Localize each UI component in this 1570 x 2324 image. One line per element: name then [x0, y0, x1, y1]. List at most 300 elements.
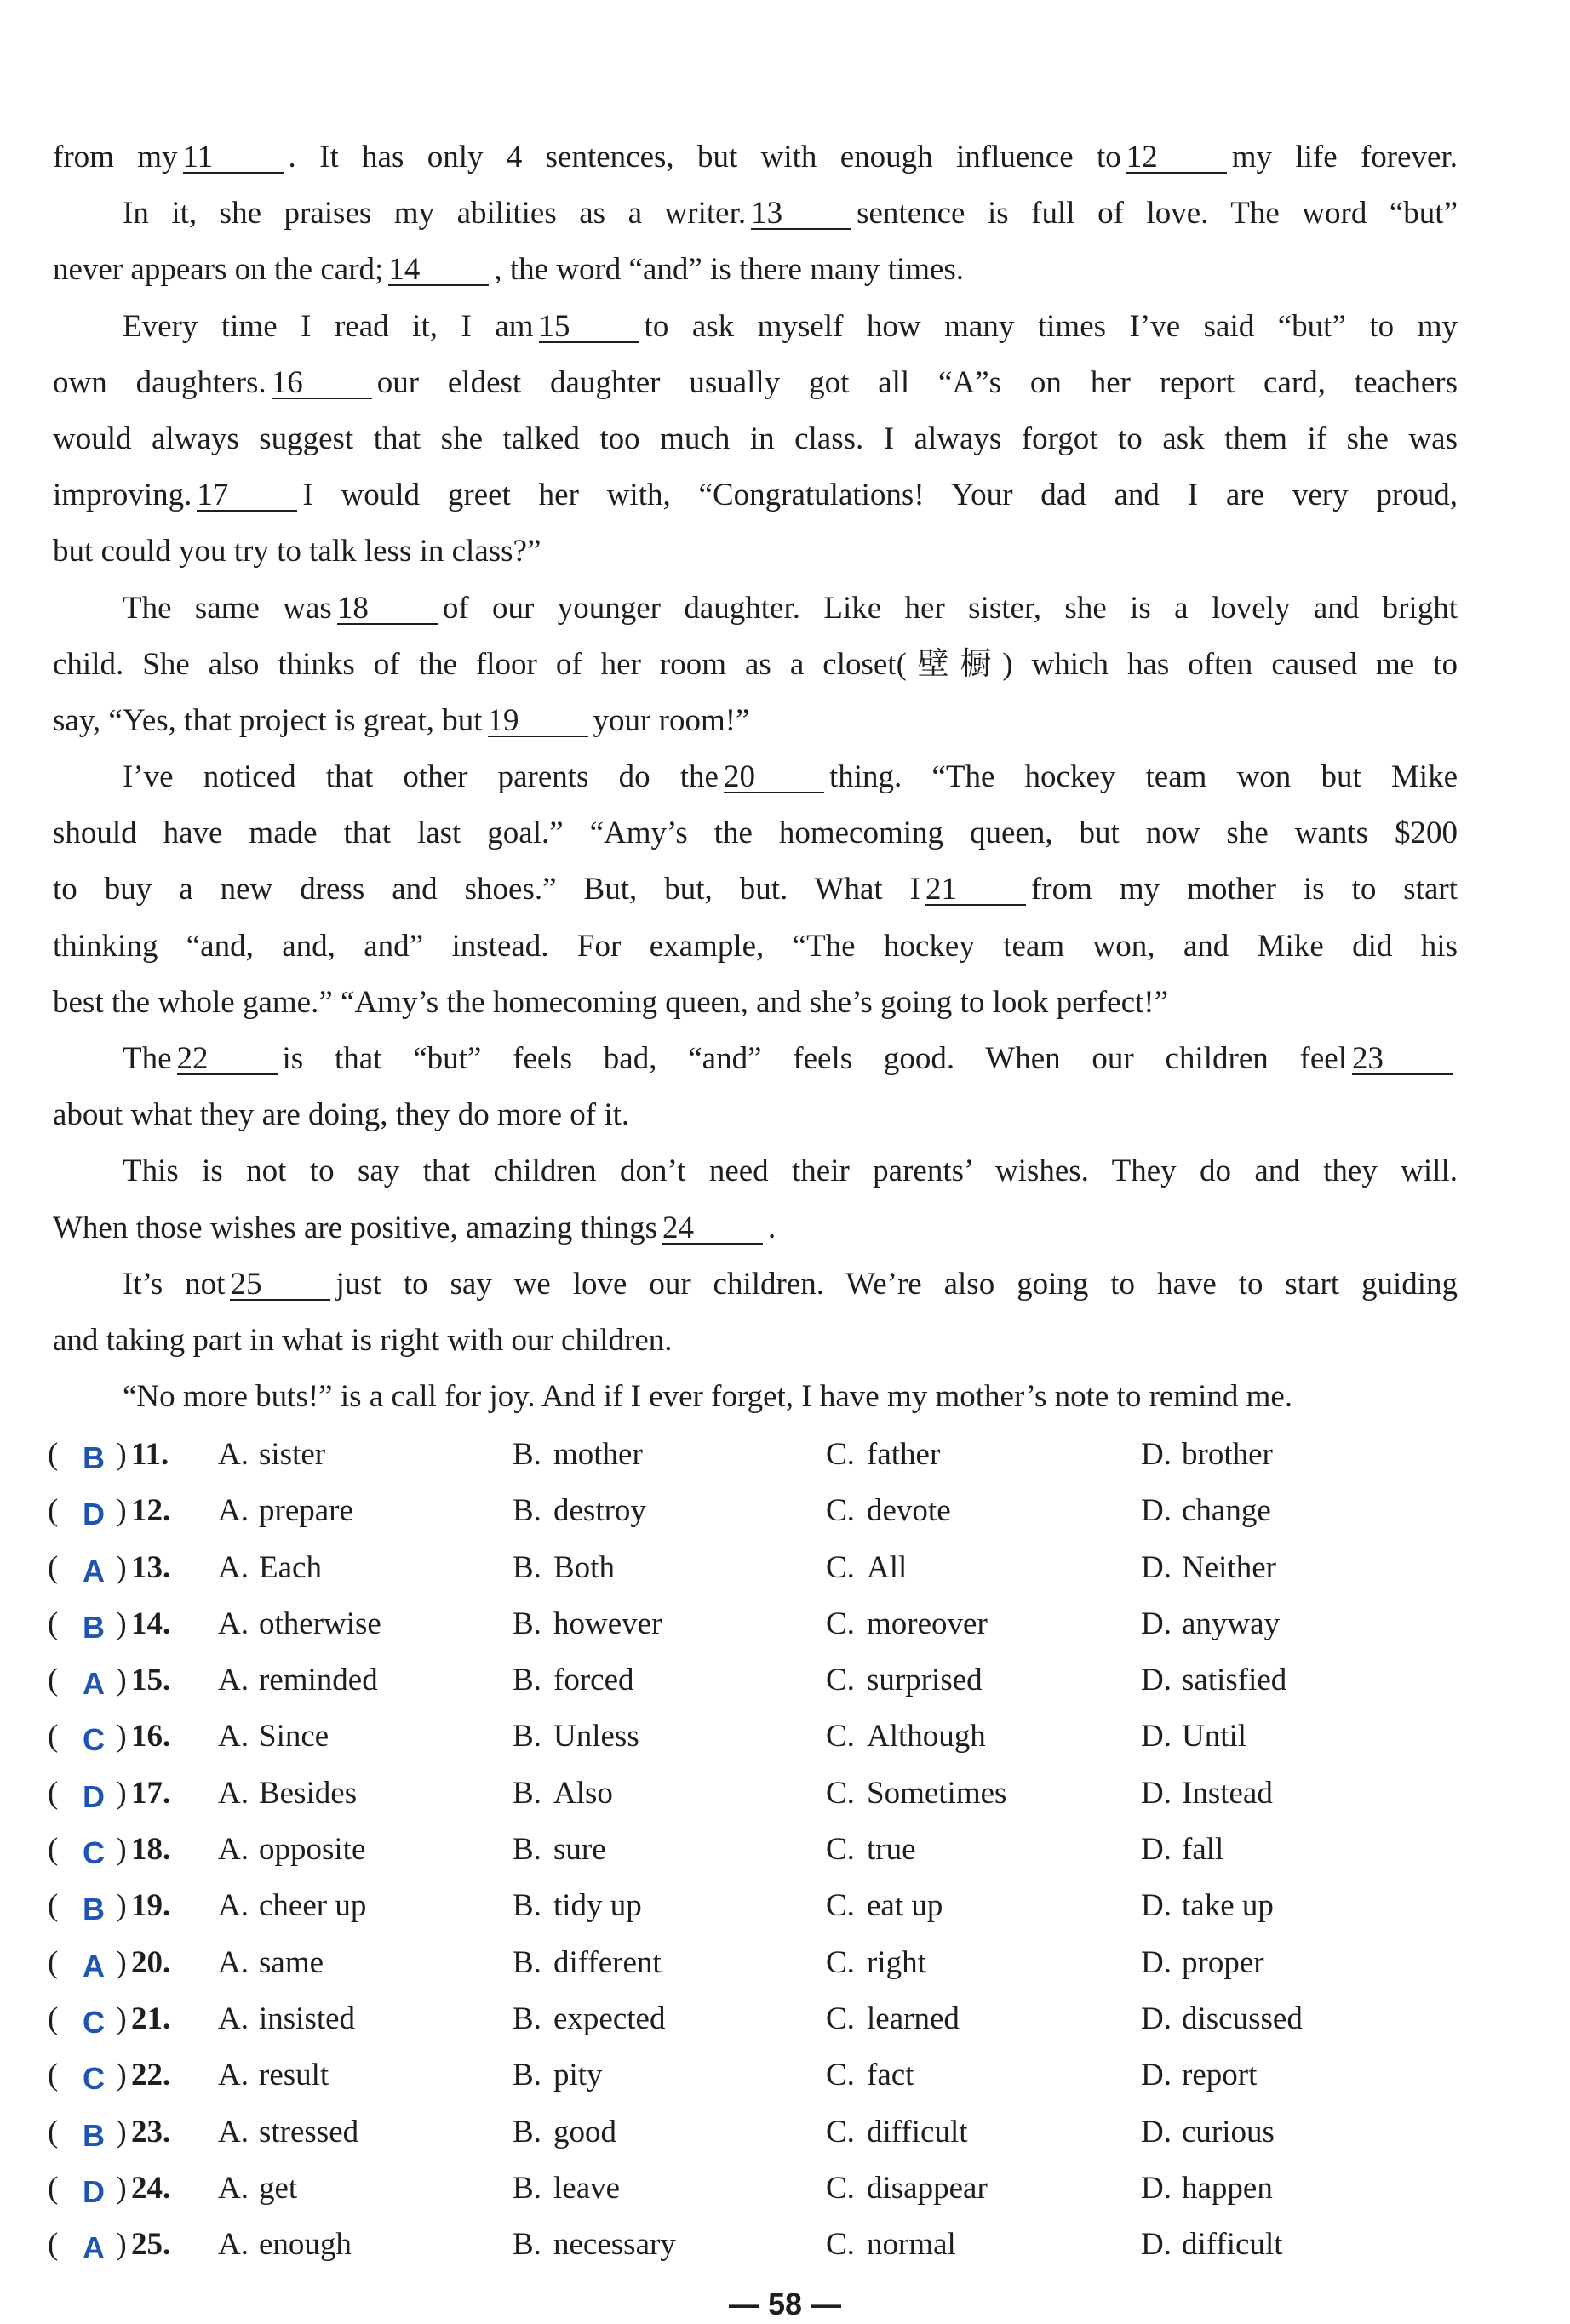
passage-line [53, 186, 1458, 242]
option-letter: D. [1141, 1549, 1172, 1585]
passage-line [53, 581, 1458, 637]
passage-text: own daughters. [53, 364, 266, 400]
passage-line [53, 637, 1458, 693]
passage-text: would always suggest that she talked too much in class. I always forgot to ask them if she was [53, 421, 1458, 456]
option-letter: B. [513, 2170, 541, 2206]
option-text: however [553, 1606, 662, 1641]
option-letter: D. [1141, 1663, 1172, 1698]
answer-letter: C [83, 1835, 105, 1871]
passage-text: your room!” [593, 702, 750, 738]
option-text: proper [1182, 1944, 1264, 1980]
option-letter: C. [826, 1719, 855, 1754]
option-letter: A. [218, 1493, 249, 1529]
option-c [826, 1766, 1006, 1822]
question-number: 22. [131, 2058, 171, 2093]
option-text: reminded [259, 1663, 378, 1698]
question-list [43, 1427, 1490, 2273]
option-letter: C. [826, 1775, 855, 1811]
option-letter: D. [1141, 1606, 1172, 1641]
passage-line [53, 1313, 1458, 1369]
option-letter: A. [218, 2227, 249, 2263]
option-letter: C. [826, 1549, 855, 1585]
question-number: 24. [131, 2170, 171, 2206]
option-d [1141, 1427, 1273, 1483]
option-text: opposite [259, 1832, 366, 1868]
option-d [1141, 1991, 1303, 2047]
option-letter: B. [513, 2058, 541, 2093]
blank-22: 22 [177, 1045, 278, 1075]
option-text: Each [259, 1549, 322, 1585]
option-text: Besides [259, 1775, 358, 1811]
option-c [826, 1878, 943, 1934]
option-text: change [1182, 1493, 1271, 1529]
passage-text: never appears on the card; [53, 252, 384, 288]
option-text: happen [1182, 2170, 1273, 2206]
question-number: 15. [131, 1663, 171, 1698]
option-letter: A. [218, 1775, 249, 1811]
option-letter: B. [513, 1775, 541, 1811]
option-a [218, 1766, 357, 1822]
passage-line [53, 524, 1458, 580]
option-letter: C. [826, 2227, 855, 2263]
question-row [43, 1766, 1490, 1822]
question-row [43, 2104, 1490, 2161]
question-number: 20. [131, 1944, 171, 1980]
passage-text: is that “but” feels bad, “and” feels good. When our children feel [282, 1041, 1347, 1076]
option-text: Also [553, 1775, 613, 1811]
passage-line [53, 1256, 1458, 1313]
option-letter: D. [1141, 2114, 1172, 2149]
option-c [826, 1652, 983, 1709]
option-b [513, 1766, 613, 1822]
option-letter: C. [826, 1606, 855, 1641]
option-b [513, 1427, 643, 1483]
option-d [1141, 2047, 1257, 2104]
option-b [513, 1540, 615, 1596]
option-letter: C. [826, 2114, 855, 2149]
passage-text: In it, she praises my abilities as a writer. [123, 196, 747, 232]
option-letter: D. [1141, 1493, 1172, 1529]
option-letter: D. [1141, 2058, 1172, 2093]
option-d [1141, 1652, 1286, 1709]
question-row [43, 1878, 1490, 1934]
passage-line [53, 355, 1458, 411]
passage-text: I would greet her with, “Congratulations! Your dad and I are very proud, [302, 478, 1458, 513]
answer-bracket: ( ) [48, 1775, 127, 1811]
option-letter: B. [513, 2114, 541, 2149]
option-text: surprised [867, 1663, 983, 1698]
option-c [826, 2104, 968, 2161]
answer-bracket: ( ) [48, 1719, 127, 1754]
passage-text: but could you try to talk less in class?” [53, 534, 541, 570]
option-letter: A. [218, 2058, 249, 2093]
option-d [1141, 2104, 1275, 2161]
answer-letter: B [83, 1892, 105, 1927]
option-letter: B. [513, 1944, 541, 1980]
option-letter: D. [1141, 1437, 1172, 1472]
option-letter: A. [218, 1719, 249, 1754]
blank-21: 21 [925, 875, 1026, 906]
option-c [826, 1596, 988, 1652]
question-row [43, 1822, 1490, 1878]
passage-text: best the whole game.” “Amy’s the homecoming queen, and she’s going to look perfect!” [53, 984, 1169, 1020]
question-number: 14. [131, 1606, 171, 1641]
passage-line [53, 1143, 1458, 1199]
answer-bracket: ( ) [48, 1437, 127, 1472]
blank-20: 20 [724, 763, 824, 793]
answer-bracket: ( ) [48, 1944, 127, 1980]
passage-line [53, 1031, 1458, 1087]
option-d [1141, 1935, 1264, 1991]
question-number: 16. [131, 1719, 171, 1754]
option-b [513, 1596, 662, 1652]
blank-19: 19 [488, 707, 588, 737]
option-text: fact [867, 2058, 914, 2093]
option-letter: C. [826, 2170, 855, 2206]
option-letter: D. [1141, 1944, 1172, 1980]
option-d [1141, 1709, 1246, 1765]
option-text: brother [1182, 1437, 1273, 1472]
option-text: pity [553, 2058, 603, 2093]
option-c [826, 1935, 926, 1991]
option-d [1141, 1878, 1274, 1934]
option-text: enough [259, 2227, 352, 2263]
option-text: anyway [1182, 1606, 1281, 1641]
passage-line [53, 805, 1458, 861]
answer-bracket: ( ) [48, 1832, 127, 1868]
passage-text: should have made that last goal.” “Amy’s the homecoming queen, but now she wants $200 [53, 816, 1458, 851]
option-c [826, 1709, 986, 1765]
passage-line [53, 467, 1458, 524]
question-number: 13. [131, 1549, 171, 1585]
option-letter: A. [218, 1549, 249, 1585]
option-a [218, 1878, 366, 1934]
option-text: expected [553, 2001, 666, 2036]
passage-text: to ask myself how many times I’ve said “but” to my [644, 308, 1458, 344]
answer-bracket: ( ) [48, 1493, 127, 1529]
passage-text: of our younger daughter. Like her sister, she is a lovely and bright [442, 590, 1458, 626]
option-text: Since [259, 1719, 329, 1754]
option-letter: B. [513, 1719, 541, 1754]
answer-bracket: ( ) [48, 1888, 127, 1924]
passage-text: . It has only 4 sentences, but with enough influence to [288, 140, 1121, 175]
passage-line [53, 975, 1458, 1031]
option-letter: D. [1141, 1888, 1172, 1924]
option-c [826, 2047, 914, 2104]
option-letter: D. [1141, 2170, 1172, 2206]
option-letter: C. [826, 1832, 855, 1868]
passage-text: . [768, 1210, 776, 1245]
option-letter: A. [218, 2170, 249, 2206]
option-letter: B. [513, 2001, 541, 2036]
option-text: stressed [259, 2114, 359, 2149]
option-letter: C. [826, 1437, 855, 1472]
passage-line [53, 299, 1458, 355]
option-letter: D. [1141, 1832, 1172, 1868]
option-text: difficult [867, 2114, 968, 2149]
option-letter: D. [1141, 1719, 1172, 1754]
option-text: true [867, 1832, 916, 1868]
option-text: satisfied [1182, 1663, 1287, 1698]
option-a [218, 1483, 353, 1539]
option-b [513, 2104, 616, 2161]
option-letter: B. [513, 1606, 541, 1641]
answer-bracket: ( ) [48, 2001, 127, 2036]
option-text: different [553, 1944, 662, 1980]
question-row [43, 1652, 1490, 1709]
option-text: normal [867, 2227, 956, 2263]
option-a [218, 1427, 325, 1483]
option-text: insisted [259, 2001, 356, 2036]
option-text: sure [553, 1832, 606, 1868]
passage-text: my life forever. [1231, 140, 1458, 175]
option-a [218, 1822, 365, 1878]
passage-line [53, 1087, 1458, 1143]
question-row [43, 1483, 1490, 1539]
cloze-passage [53, 129, 1458, 1425]
question-row [43, 1427, 1490, 1483]
passage-text: Every time I read it, I am [123, 308, 534, 344]
option-d [1141, 2217, 1283, 2273]
option-letter: C. [826, 1944, 855, 1980]
passage-text: from my mother is to start [1030, 872, 1458, 907]
option-d [1141, 1596, 1280, 1652]
passage-text: I’ve noticed that other parents do the [123, 759, 719, 795]
option-d [1141, 1540, 1276, 1596]
answer-bracket: ( ) [48, 1663, 127, 1698]
answer-bracket: ( ) [48, 1549, 127, 1585]
option-text: All [867, 1549, 908, 1585]
option-text: Unless [553, 1719, 639, 1754]
passage-text: thing. “The hockey team won but Mike [828, 759, 1458, 795]
passage-line [53, 1200, 1458, 1256]
answer-letter: A [83, 2230, 105, 2266]
question-number: 18. [131, 1832, 171, 1868]
passage-line [53, 749, 1458, 805]
option-a [218, 2217, 352, 2273]
option-c [826, 2217, 956, 2273]
blank-24: 24 [662, 1214, 763, 1245]
option-letter: B. [513, 2227, 541, 2263]
option-letter: B. [513, 1888, 541, 1924]
answer-letter: B [83, 1440, 105, 1475]
option-b [513, 1991, 665, 2047]
option-text: prepare [259, 1493, 353, 1529]
option-text: tidy up [553, 1888, 642, 1924]
answer-letter: A [83, 1666, 105, 1702]
passage-line [53, 919, 1458, 975]
option-letter: C. [826, 1493, 855, 1529]
blank-23: 23 [1352, 1045, 1453, 1075]
answer-letter: A [83, 1948, 105, 1983]
page-number: — 58 — [728, 2287, 842, 2321]
option-text: get [259, 2170, 298, 2206]
question-number: 19. [131, 1888, 171, 1924]
blank-15: 15 [539, 312, 639, 343]
passage-text: about what they are doing, they do more of it. [53, 1097, 630, 1133]
passage-text: “No more buts!” is a call for joy. And if I ever forget, I have my mother’s note to remind me. [123, 1379, 1293, 1415]
answer-letter: D [83, 1778, 105, 1814]
blank-17: 17 [197, 481, 297, 512]
option-letter: B. [513, 1437, 541, 1472]
question-row [43, 1935, 1490, 1991]
answer-letter: D [83, 1497, 105, 1532]
answer-bracket: ( ) [48, 2170, 127, 2206]
option-letter: A. [218, 2114, 249, 2149]
option-d [1141, 1483, 1271, 1539]
passage-text: sentence is full of love. The word “but” [857, 196, 1458, 232]
option-letter: C. [826, 1888, 855, 1924]
option-b [513, 2047, 603, 2104]
blank-12: 12 [1126, 143, 1227, 174]
option-b [513, 1878, 642, 1934]
option-text: discussed [1182, 2001, 1303, 2036]
question-row [43, 1596, 1490, 1652]
option-text: Neither [1182, 1549, 1276, 1585]
answer-bracket: ( ) [48, 2227, 127, 2263]
option-text: right [867, 1944, 926, 1980]
option-c [826, 1822, 916, 1878]
option-letter: B. [513, 1832, 541, 1868]
question-number: 17. [131, 1775, 171, 1811]
answer-letter: C [83, 1722, 105, 1758]
option-a [218, 1709, 329, 1765]
passage-text: thinking “and, and, and” instead. For example, “The hockey team won, and Mike did his [53, 928, 1458, 964]
option-text: otherwise [259, 1606, 381, 1641]
option-a [218, 1935, 324, 1991]
option-text: Although [867, 1719, 986, 1754]
option-text: curious [1182, 2114, 1275, 2149]
option-b [513, 2161, 620, 2217]
answer-bracket: ( ) [48, 1606, 127, 1641]
option-text: father [867, 1437, 941, 1472]
option-d [1141, 2161, 1273, 2217]
passage-text: to buy a new dress and shoes.” But, but, but. What I [53, 872, 920, 907]
option-letter: C. [826, 2058, 855, 2093]
passage-line [53, 411, 1458, 467]
option-text: cheer up [259, 1888, 367, 1924]
blank-14: 14 [388, 255, 489, 286]
answer-letter: B [83, 1609, 105, 1645]
answer-letter: C [83, 2004, 105, 2040]
option-a [218, 2104, 358, 2161]
option-letter: A. [218, 1888, 249, 1924]
option-a [218, 1991, 355, 2047]
option-b [513, 1483, 646, 1539]
passage-text: say, “Yes, that project is great, but [53, 702, 483, 738]
option-text: learned [867, 2001, 960, 2036]
option-c [826, 1991, 960, 2047]
option-text: Until [1182, 1719, 1247, 1754]
option-text: disappear [867, 2170, 988, 2206]
passage-text: The same was [123, 590, 332, 626]
passage-text: and taking part in what is right with our children. [53, 1322, 673, 1358]
blank-18: 18 [337, 594, 438, 625]
option-text: result [259, 2058, 329, 2093]
question-row [43, 1709, 1490, 1765]
option-a [218, 2161, 297, 2217]
option-text: sister [259, 1437, 326, 1472]
option-b [513, 1709, 639, 1765]
option-letter: C. [826, 2001, 855, 2036]
question-number: 12. [131, 1493, 171, 1529]
passage-text: The [123, 1041, 172, 1076]
option-text: take up [1182, 1888, 1274, 1924]
question-number: 11. [131, 1437, 169, 1472]
option-a [218, 1540, 322, 1596]
option-letter: D. [1141, 2001, 1172, 2036]
option-a [218, 2047, 329, 2104]
option-text: moreover [867, 1606, 988, 1641]
option-letter: A. [218, 1944, 249, 1980]
blank-25: 25 [230, 1270, 330, 1301]
blank-13: 13 [751, 199, 851, 230]
blank-16: 16 [272, 369, 372, 399]
passage-line [53, 242, 1458, 298]
option-text: same [259, 1944, 324, 1980]
option-text: devote [867, 1493, 951, 1529]
option-letter: B. [513, 1493, 541, 1529]
option-letter: A. [218, 1832, 249, 1868]
option-letter: B. [513, 1663, 541, 1698]
passage-line [53, 693, 1458, 749]
passage-text: child. She also thinks of the floor of her room as a closet(壁橱) which has often caused me to [53, 646, 1458, 682]
option-a [218, 1596, 381, 1652]
option-letter: A. [218, 2001, 249, 2036]
option-c [826, 1540, 907, 1596]
option-text: Sometimes [867, 1775, 1007, 1811]
question-number: 25. [131, 2227, 171, 2263]
option-text: Both [553, 1549, 615, 1585]
option-b [513, 1935, 662, 1991]
option-b [513, 1652, 634, 1709]
option-letter: A. [218, 1663, 249, 1698]
option-letter: D. [1141, 2227, 1172, 2263]
passage-text: When those wishes are positive, amazing things [53, 1210, 658, 1245]
passage-text: just to say we love our children. We’re also going to have to start guiding [335, 1266, 1458, 1302]
option-d [1141, 1766, 1273, 1822]
option-letter: B. [513, 1549, 541, 1585]
option-text: mother [553, 1437, 643, 1472]
answer-letter: D [83, 2173, 105, 2209]
passage-line [53, 861, 1458, 918]
option-c [826, 1483, 951, 1539]
question-number: 23. [131, 2114, 171, 2149]
passage-line [53, 129, 1458, 186]
passage-line [53, 1369, 1458, 1425]
option-text: good [553, 2114, 616, 2149]
option-letter: A. [218, 1437, 249, 1472]
passage-text: , the word “and” is there many times. [494, 252, 965, 288]
option-text: report [1182, 2058, 1258, 2093]
option-letter: D. [1141, 1775, 1172, 1811]
answer-letter: B [83, 2117, 105, 2153]
option-c [826, 1427, 940, 1483]
answer-letter: A [83, 1553, 105, 1588]
option-b [513, 2217, 676, 2273]
answer-bracket: ( ) [48, 2114, 127, 2149]
passage-text: our eldest daughter usually got all “A”s on her report card, teachers [376, 364, 1458, 400]
question-row [43, 2047, 1490, 2104]
option-a [218, 1652, 378, 1709]
question-row [43, 1991, 1490, 2047]
option-text: eat up [867, 1888, 943, 1924]
option-b [513, 1822, 606, 1878]
passage-text: from my [53, 140, 178, 175]
option-text: necessary [553, 2227, 676, 2263]
option-c [826, 2161, 988, 2217]
option-d [1141, 1822, 1223, 1878]
